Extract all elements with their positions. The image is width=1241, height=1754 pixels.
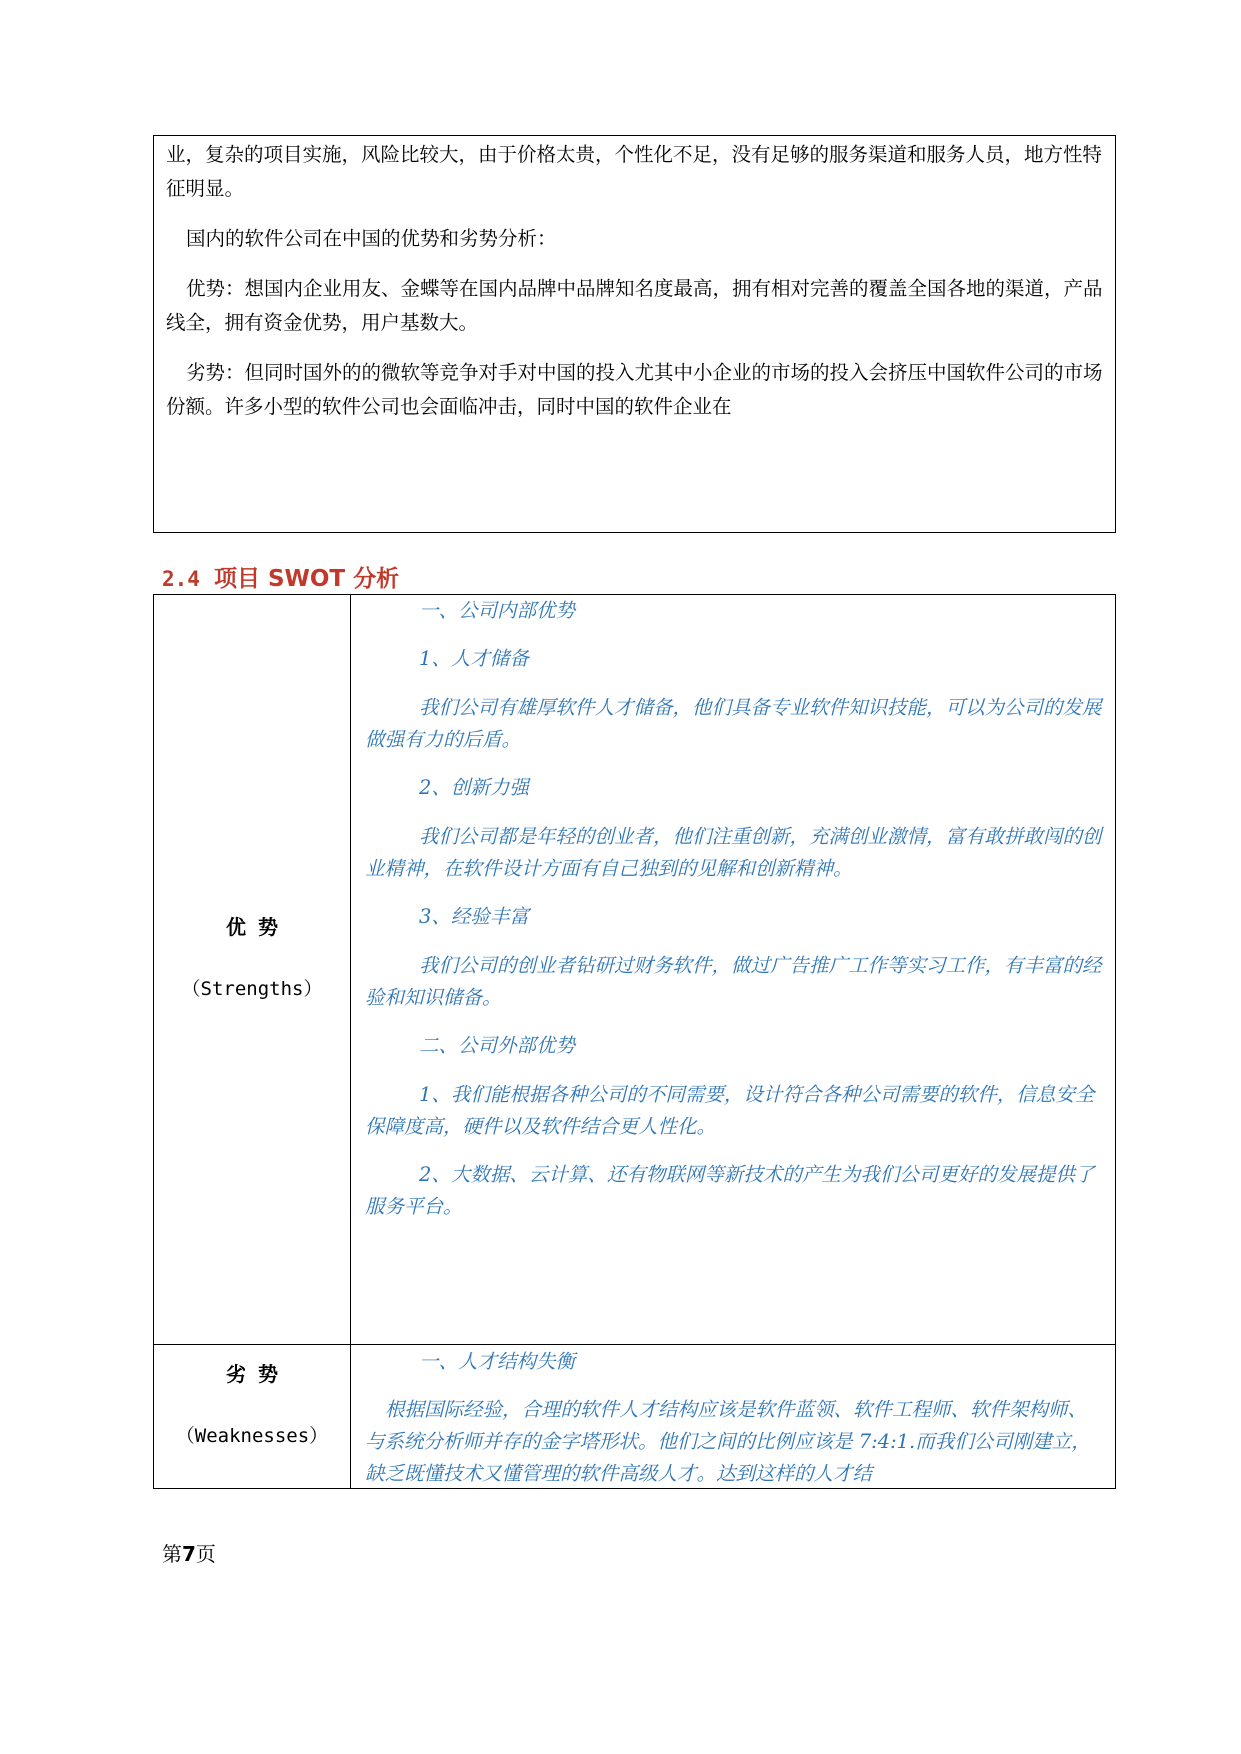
section-title: 项目 SWOT 分析 <box>213 566 400 592</box>
strengths-item-innovation-body: 我们公司都是年轻的创业者，他们注重创新，充满创业激情，富有敢拼敢闯的创业精神，在软件设计方面有自己独到的见解和创新精神。 <box>365 825 1102 880</box>
strengths-item-talent-body: 我们公司有雄厚软件人才储备，他们具备专业软件知识技能，可以为公司的发展做强有力的后盾。 <box>365 696 1102 751</box>
page-suffix: 页 <box>195 1542 216 1566</box>
weaknesses-label-en: （Weaknesses） <box>175 1425 329 1447</box>
strengths-label-cell <box>154 911 350 1001</box>
strengths-item-experience-body: 我们公司的创业者钻研过财务软件，做过广告推广工作等实习工作，有丰富的经验和知识储备。 <box>365 954 1102 1009</box>
strengths-content <box>365 595 1103 1223</box>
table-column-divider <box>350 595 351 1488</box>
market-analysis-box <box>153 135 1116 533</box>
paragraph-domestic-strengths: 优势：想国内企业用友、金蝶等在国内品牌中品牌知名度最高，拥有相对完善的覆盖全国各地的渠道，产品线全，拥有资金优势，用户基数大。 <box>166 277 1103 334</box>
weaknesses-label-zh: 劣势 <box>226 1362 290 1386</box>
page-footer <box>162 1538 216 1567</box>
strengths-external-item-1: 1、我们能根据各种公司的不同需要，设计符合各种公司需要的软件，信息安全保障度高，硬件以及软件结合更人性化。 <box>365 1083 1095 1138</box>
strengths-external-item-2: 2、大数据、云计算、还有物联网等新技术的产生为我们公司更好的发展提供了服务平台。 <box>365 1163 1095 1218</box>
strengths-internal-heading: 一、公司内部优势 <box>419 599 576 622</box>
page-number: 7 <box>182 1542 196 1566</box>
strengths-label-zh: 优势 <box>226 915 290 939</box>
table-row-divider <box>154 1344 1115 1345</box>
weaknesses-content <box>365 1346 1103 1490</box>
weaknesses-talent-heading: 一、人才结构失衡 <box>419 1350 576 1373</box>
strengths-item-experience-heading: 3、经验丰富 <box>419 905 529 928</box>
section-heading <box>162 560 399 593</box>
strengths-item-talent-heading: 1、人才储备 <box>419 647 529 670</box>
weaknesses-label-cell <box>154 1358 350 1448</box>
paragraph-domestic-analysis-heading: 国内的软件公司在中国的优势和劣势分析： <box>186 227 557 250</box>
paragraph-domestic-weaknesses: 劣势：但同时国外的的微软等竞争对手对中国的投入尤其中小企业的市场的投入会挤压中国软件公司的市场份额。许多小型的软件公司也会面临冲击，同时中国的软件企业在 <box>166 361 1103 418</box>
swot-table <box>153 594 1116 1489</box>
strengths-item-innovation-heading: 2、创新力强 <box>419 776 529 799</box>
paragraph-foreign-software: 业，复杂的项目实施，风险比较大，由于价格太贵，个性化不足，没有足够的服务渠道和服务人员，地方性特征明显。 <box>166 143 1103 200</box>
page-prefix: 第 <box>162 1542 182 1566</box>
weaknesses-talent-body: 根据国际经验，合理的软件人才结构应该是软件蓝领、软件工程师、软件架构师、与系统分析师并存的金字塔形状。他们之间的比例应该是 7:4:1.而我们公司刚建立，缺乏既懂技术又懂管理的软件高级人才。达到这样的人才结 <box>365 1398 1091 1485</box>
strengths-external-heading: 二、公司外部优势 <box>419 1034 576 1057</box>
section-number: 2.4 <box>162 567 200 591</box>
strengths-label-en: （Strengths） <box>181 978 323 1000</box>
